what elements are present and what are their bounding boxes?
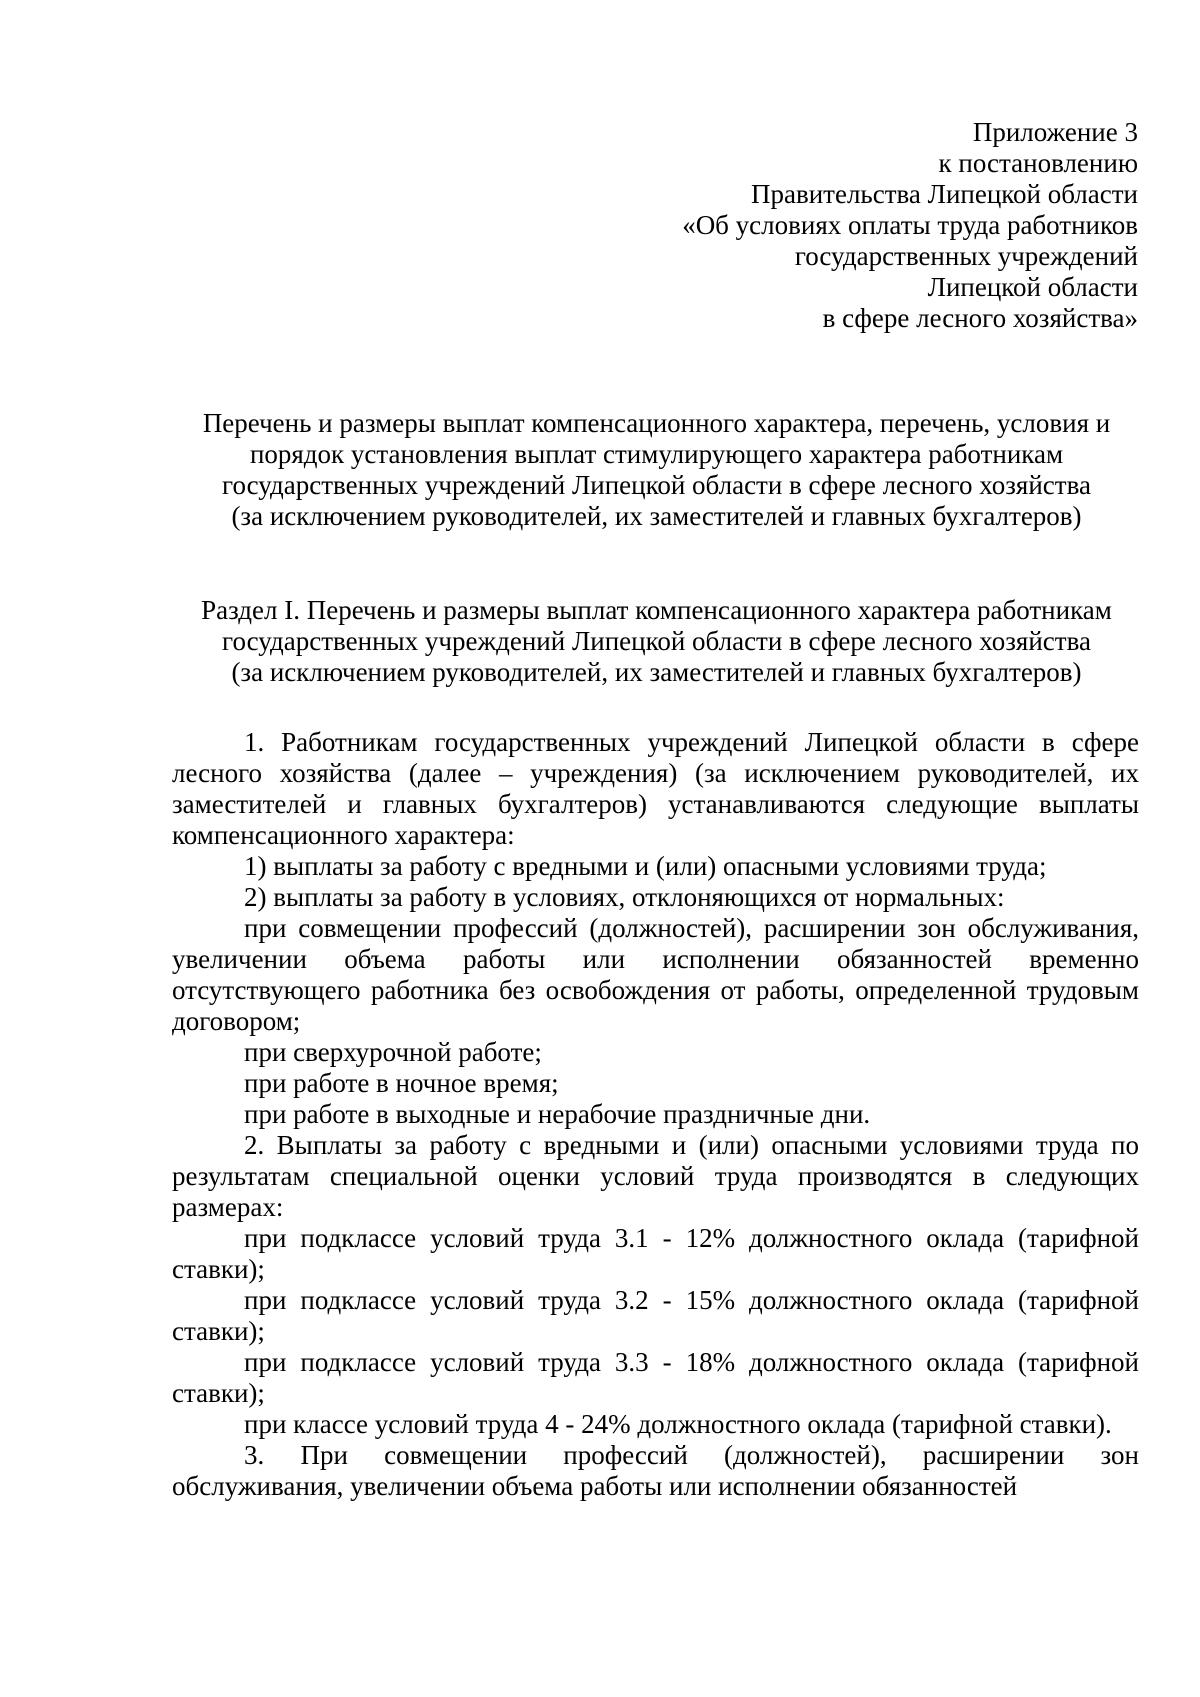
paragraph-3: 3. При совмещении профессий (должностей), расширении зон обслуживания, увеличении объема работы или исполнении обязанностей [172,1440,1139,1501]
paragraph-subclass-3-2: при подклассе условий труда 3.2 - 15% должностного оклада (тарифной ставки); [172,1285,1139,1346]
paragraph-holidays: при работе в выходные и нерабочие праздничные дни. [244,1099,871,1129]
appendix-line: Липецкой области [927,272,1138,302]
document-title [165,408,1148,532]
title-line: Перечень и размеры выплат компенсационного характера, перечень, условия и [202,408,1111,438]
paragraph-subclass-3-3: при подклассе условий труда 3.3 - 18% должностного оклада (тарифной ставки); [172,1347,1139,1408]
paragraph-item-2: 2) выплаты за работу в условиях, отклоняющихся от нормальных: [244,882,1005,912]
paragraph-combining: при совмещении профессий (должностей), расширении зон обслуживания, увеличении объема работы или исполнении обязанностей временно отсутствующего работника без освобождения от работы, определенной трудовым договором; [172,913,1139,1036]
appendix-header [438,117,1138,334]
title-line: государственных учреждений Липецкой области в сфере лесного хозяйства [222,470,1091,500]
title-line: порядок установления выплат стимулирующего характера работникам [249,439,1064,469]
appendix-line: государственных учреждений [794,241,1138,271]
paragraph-2: 2. Выплаты за работу с вредными и (или) опасными условиями труда по результатам специальной оценки условий труда производятся в следующих размерах: [172,1130,1139,1222]
appendix-line: «Об условиях оплаты труда работников [682,210,1138,240]
section-heading [165,595,1148,688]
paragraph-night: при работе в ночное время; [244,1068,559,1098]
section-line: государственных учреждений Липецкой области в сфере лесного хозяйства [222,626,1091,656]
paragraph-item-1: 1) выплаты за работу с вредными и (или) опасными условиями труда; [244,851,1047,881]
section-line: Раздел I. Перечень и размеры выплат компенсационного характера работникам [201,595,1112,625]
paragraph-1: 1. Работникам государственных учреждений Липецкой области в сфере лесного хозяйства (далее – учреждения) (за исключением руководителей, их заместителей и главных бухгалтеров) устанавливаются следующие выплаты компенсационного характера: [172,727,1139,850]
paragraph-class-4: при классе условий труда 4 - 24% должностного оклада (тарифной ставки). [244,1409,1112,1439]
section-line: (за исключением руководителей, их заместителей и главных бухгалтеров) [231,657,1082,687]
title-line: (за исключением руководителей, их заместителей и главных бухгалтеров) [231,501,1082,531]
paragraph-subclass-3-1: при подклассе условий труда 3.1 - 12% должностного оклада (тарифной ставки); [172,1223,1139,1284]
appendix-line: в сфере лесного хозяйства» [822,303,1138,333]
appendix-line: к постановлению [938,148,1138,178]
paragraph-overtime: при сверхурочной работе; [244,1037,542,1067]
document-body [172,727,1139,1502]
appendix-line: Правительства Липецкой области [750,179,1138,209]
appendix-line: Приложение 3 [972,117,1138,147]
